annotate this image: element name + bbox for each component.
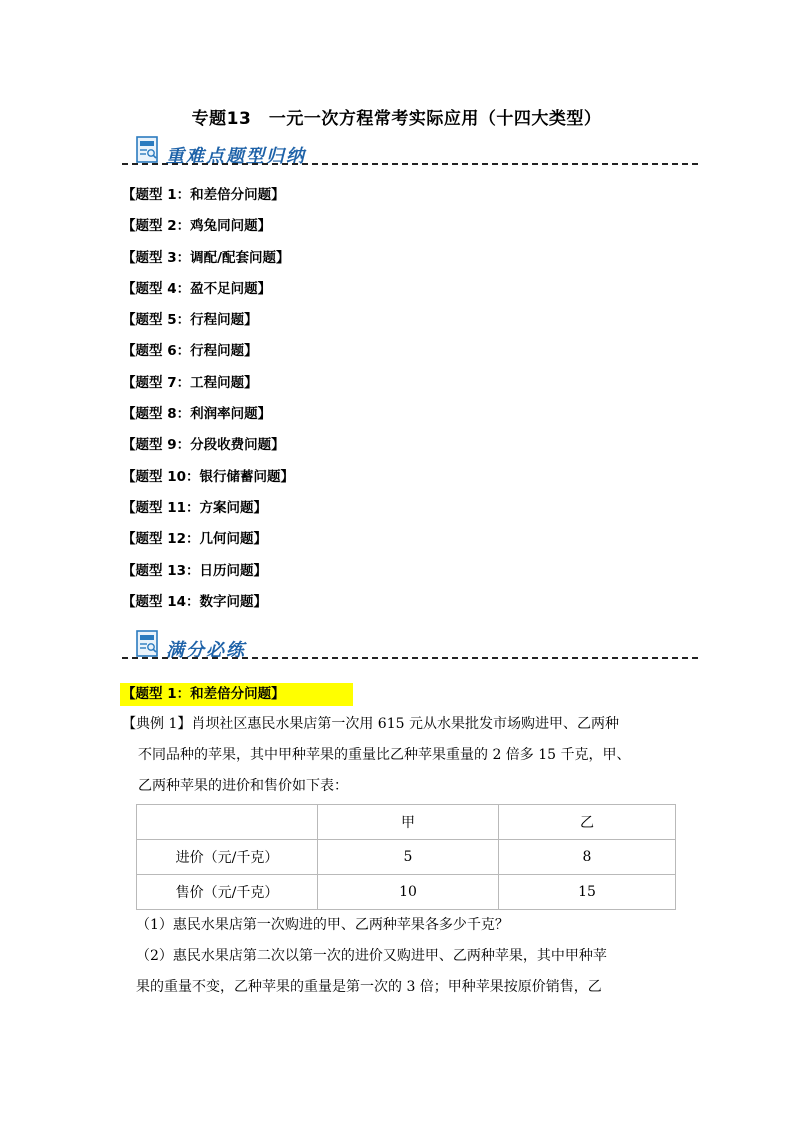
table-cell: 售价（元/千克） [137,875,318,910]
topic-item: 【题型 1：和差倍分问题】 [122,187,285,203]
section-header-full-marks [118,630,698,670]
table-cell: 甲 [318,805,499,840]
table-row [137,875,676,910]
page-title: 专题13 一元一次方程常考实际应用（十四大类型） [191,109,602,129]
table-row [137,840,676,875]
example-line: 乙两种苹果的进价和售价如下表： [138,778,348,794]
price-table [136,804,676,910]
topic-item: 【题型 14：数字问题】 [122,593,267,610]
document-search-icon [136,136,160,164]
table-cell: 15 [499,875,676,910]
topic-item: 【题型 12：几何问题】 [122,531,267,548]
topic-item: 【题型 5：行程问题】 [122,312,258,329]
topic-item: 【题型 7：工程问题】 [122,374,258,391]
section-label: 重难点题型归纳 [166,146,306,167]
topic-item: 【题型 6：行程问题】 [122,343,258,360]
table-cell [137,805,318,840]
question-2-line-1: （2）惠民水果店第二次以第一次的进价又购进甲、乙两种苹果，其中甲种苹 [136,948,607,964]
example-lead: 【典例 1】肖坝社区惠民水果店第一次用 615 元从水果批发市场购进甲、乙两种 [122,716,619,732]
dashed-divider [122,163,698,165]
topic-item: 【题型 10：银行储蓄问题】 [122,468,294,485]
document-search-icon [136,630,160,658]
topic-item: 【题型 8：利润率问题】 [122,406,272,423]
highlighted-topic [120,683,353,706]
topic-item: 【题型 9：分段收费问题】 [122,437,285,454]
topic-item: 【题型 4：盈不足问题】 [122,280,272,297]
dashed-divider [122,657,698,659]
table-cell: 乙 [499,805,676,840]
table-header-row [137,805,676,840]
section-header-key-types [118,136,698,176]
topic-item: 【题型 2：鸡兔同问题】 [122,218,272,235]
highlighted-topic-label: 【题型 1：和差倍分问题】 [122,686,285,702]
example-paragraph [122,709,682,802]
topic-list [122,180,294,618]
topic-item: 【题型 3：调配/配套问题】 [122,249,290,266]
topic-item: 【题型 11：方案问题】 [122,499,267,516]
example-line: 不同品种的苹果，其中甲种苹果的重量比乙种苹果重量的 2 倍多 15 千克，甲、 [138,747,631,763]
section-label: 满分必练 [166,640,246,661]
question-1: （1）惠民水果店第一次购进的甲、乙两种苹果各多少千克？ [136,917,509,933]
question-2-line-2: 果的重量不变，乙种苹果的重量是第一次的 3 倍；甲种苹果按原价销售，乙 [136,979,602,995]
topic-item: 【题型 13：日历问题】 [122,562,267,579]
table-cell: 5 [318,840,499,875]
table-cell: 10 [318,875,499,910]
table-cell: 8 [499,840,676,875]
table-cell: 进价（元/千克） [137,840,318,875]
